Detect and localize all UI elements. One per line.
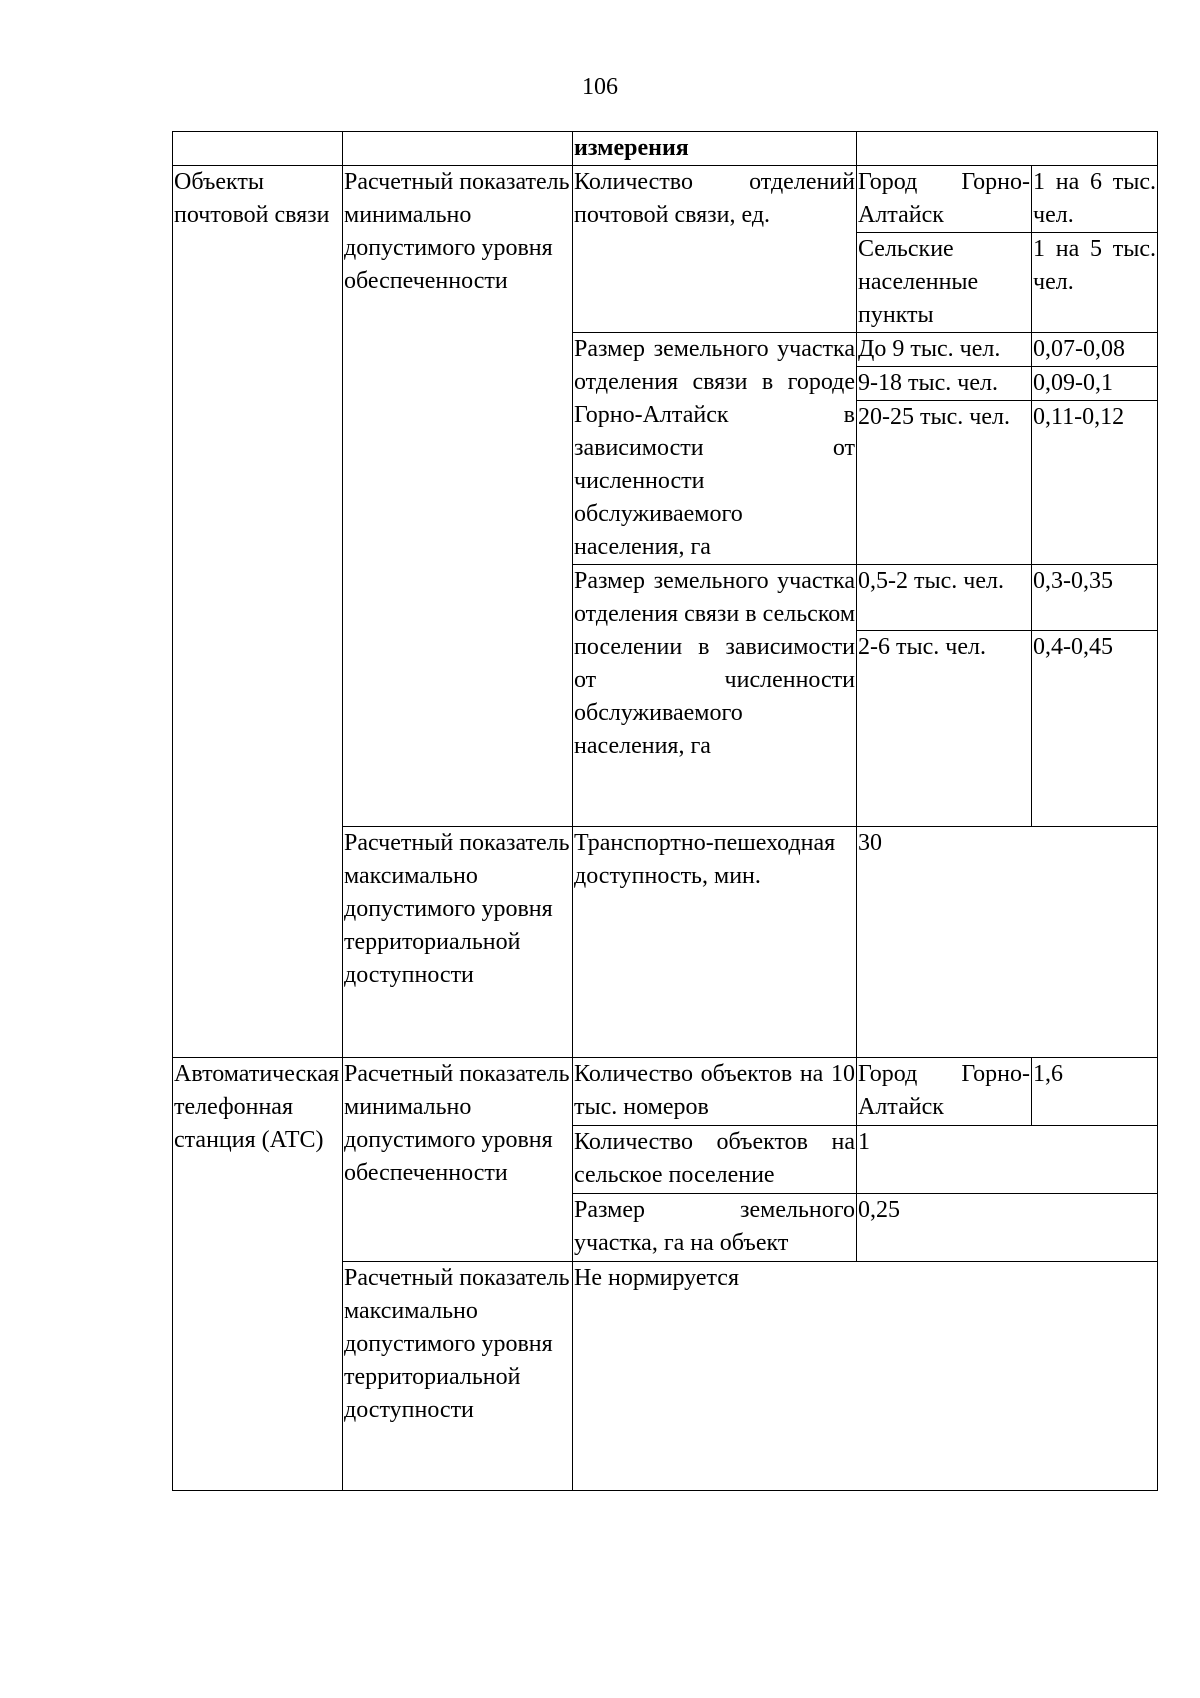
table-header-row bbox=[173, 132, 1158, 166]
measure-ats-rural: Количество объектов на сельское поселение bbox=[573, 1126, 857, 1194]
measure-city-plot: Размер земельного участка отделения связи в городе Горно-Алтайск в зависимости от численности обслуживаемого населения, га bbox=[573, 333, 857, 565]
table-row bbox=[173, 166, 1158, 233]
range-cell: 9-18 тыс. чел. bbox=[857, 367, 1032, 401]
value-cell: 0,3-0,35 bbox=[1032, 565, 1158, 631]
value-ats-max: Не нормируется bbox=[573, 1262, 1158, 1491]
area-ats-city: Город Горно-Алтайск bbox=[857, 1058, 1032, 1126]
norms-table bbox=[172, 131, 1158, 1491]
value-ats-rural: 1 bbox=[857, 1126, 1158, 1194]
measure-rural-plot: Размер земельного участка отделения связи в сельском поселении в зависимости от численности обслуживаемого населения, га bbox=[573, 565, 857, 827]
header-cell-measure: измерения bbox=[573, 132, 857, 166]
value-cell: 0,4-0,45 bbox=[1032, 631, 1158, 827]
value-ats-count: 1,6 bbox=[1032, 1058, 1158, 1126]
indicator-ats-min: Расчетный показатель минимально допустимого уровня обеспеченности bbox=[343, 1058, 573, 1262]
object-ats: Автоматическая телефонная станция (АТС) bbox=[173, 1058, 343, 1491]
value-cell: 0,11-0,12 bbox=[1032, 401, 1158, 565]
measure-post-count: Количество отделений почтовой связи, ед. bbox=[573, 166, 857, 333]
range-cell: До 9 тыс. чел. bbox=[857, 333, 1032, 367]
range-cell: 2-6 тыс. чел. bbox=[857, 631, 1032, 827]
measure-post-access: Транспортно-пешеходная доступность, мин. bbox=[573, 827, 857, 1058]
header-cell-empty bbox=[173, 132, 343, 166]
measure-ats-count: Количество объектов на 10 тыс. номеров bbox=[573, 1058, 857, 1126]
area-rural: Сельские населенные пункты bbox=[857, 233, 1032, 333]
indicator-post-max: Расчетный показатель максимально допустимого уровня территориальной доступности bbox=[343, 827, 573, 1058]
value-city: 1 на 6 тыс. чел. bbox=[1032, 166, 1158, 233]
value-cell: 0,07-0,08 bbox=[1032, 333, 1158, 367]
area-city: Город Горно-Алтайск bbox=[857, 166, 1032, 233]
value-cell: 0,09-0,1 bbox=[1032, 367, 1158, 401]
measure-ats-plot: Размер земельного участка, га на объект bbox=[573, 1194, 857, 1262]
table-row bbox=[173, 1058, 1158, 1126]
value-post-access: 30 bbox=[857, 827, 1158, 1058]
range-cell: 20-25 тыс. чел. bbox=[857, 401, 1032, 565]
indicator-ats-max: Расчетный показатель максимально допустимого уровня территориальной доступности bbox=[343, 1262, 573, 1491]
value-rural: 1 на 5 тыс. чел. bbox=[1032, 233, 1158, 333]
header-cell-empty bbox=[857, 132, 1158, 166]
indicator-post-min: Расчетный показатель минимально допустимого уровня обеспеченности bbox=[343, 166, 573, 827]
page-number: 106 bbox=[582, 74, 618, 100]
header-cell-empty bbox=[343, 132, 573, 166]
object-post: Объекты почтовой связи bbox=[173, 166, 343, 1058]
value-ats-plot: 0,25 bbox=[857, 1194, 1158, 1262]
range-cell: 0,5-2 тыс. чел. bbox=[857, 565, 1032, 631]
